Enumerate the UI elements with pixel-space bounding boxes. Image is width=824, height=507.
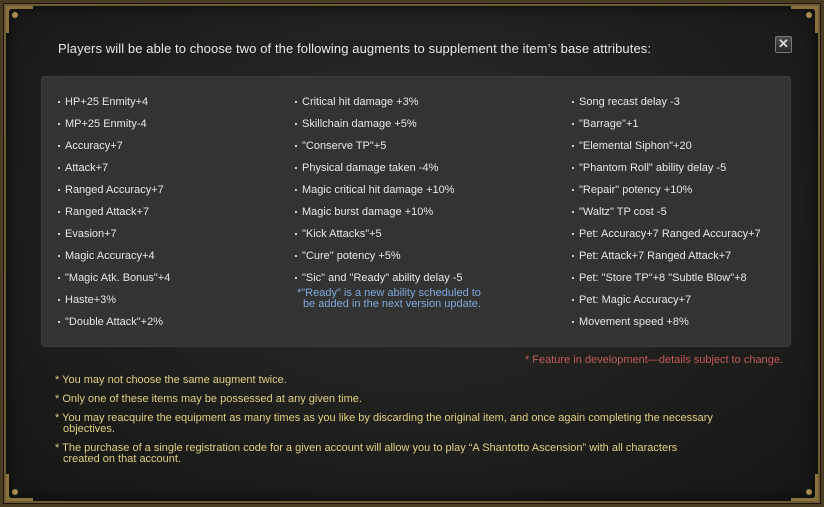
augment-column-2 [293, 94, 481, 310]
footnote-line: * You may reacquire the equipment as many times as you like by discarding the original item, and once again completing the necessary [55, 412, 713, 424]
augment-item: Evasion+7 [56, 226, 170, 248]
augment-item: Physical damage taken -4% [293, 160, 481, 182]
augment-item: Skillchain damage +5% [293, 116, 481, 138]
development-note: * Feature in development—details subject to change. [524, 354, 783, 366]
ready-note-line1: *"Ready" is a new ability scheduled to [297, 287, 481, 299]
augment-item: "Elemental Siphon"+20 [570, 138, 761, 160]
footnotes [55, 375, 785, 473]
augment-item: Attack+7 [56, 160, 170, 182]
augment-item: HP+25 Enmity+4 [56, 94, 170, 116]
augment-item: "Conserve TP"+5 [293, 138, 481, 160]
augment-item: Haste+3% [56, 292, 170, 314]
augment-item: "Waltz" TP cost -5 [570, 204, 761, 226]
augment-item: "Phantom Roll" ability delay -5 [570, 160, 761, 182]
augment-item: Magic critical hit damage +10% [293, 182, 481, 204]
augment-item: Pet: Magic Accuracy+7 [570, 292, 761, 314]
augment-item: "Barrage"+1 [570, 116, 761, 138]
footnote-line: * The purchase of a single registration code for a given account will allow you to play “A Shantotto Ascension” with all characters [55, 442, 678, 454]
augment-item: Movement speed +8% [570, 314, 761, 336]
augment-item: "Kick Attacks"+5 [293, 226, 481, 248]
augment-item: Critical hit damage +3% [293, 94, 481, 116]
augment-item: Ranged Accuracy+7 [56, 182, 170, 204]
augment-item: "Double Attack"+2% [56, 314, 170, 336]
footnote [55, 413, 785, 435]
footnote-line: created on that account. [63, 453, 182, 465]
corner-ornament-icon [3, 3, 37, 37]
augment-item: Pet: Accuracy+7 Ranged Accuracy+7 [570, 226, 761, 248]
augment-item: "Repair" potency +10% [570, 182, 761, 204]
close-button[interactable]: ✕ [775, 36, 792, 53]
augment-item: Pet: Attack+7 Ranged Attack+7 [570, 248, 761, 270]
augment-item: "Magic Atk. Bonus"+4 [56, 270, 170, 292]
augment-item: Accuracy+7 [56, 138, 170, 160]
ready-note-line2: be added in the next version update. [303, 298, 481, 310]
augment-item: Song recast delay -3 [570, 94, 761, 116]
augment-item: "Cure" potency +5% [293, 248, 481, 270]
augment-column-1 [56, 94, 170, 336]
augment-item: Pet: "Store TP"+8 "Subtle Blow"+8 [570, 270, 761, 292]
footnote: * You may not choose the same augment twice. [55, 374, 287, 386]
footnote [55, 443, 785, 465]
augment-item: Magic burst damage +10% [293, 204, 481, 226]
augment-column-3 [570, 94, 761, 336]
corner-ornament-icon [3, 470, 37, 504]
footnote-line: objectives. [63, 423, 115, 435]
augment-item: Ranged Attack+7 [56, 204, 170, 226]
footnote: * Only one of these items may be possessed at any given time. [55, 393, 362, 405]
augment-item: "Sic" and "Ready" ability delay -5 [293, 270, 481, 292]
corner-ornament-icon [787, 3, 821, 37]
augment-item: Magic Accuracy+4 [56, 248, 170, 270]
augment-item: MP+25 Enmity-4 [56, 116, 170, 138]
dialog-header: Players will be able to choose two of the following augments to supplement the item’s base attributes: [58, 41, 652, 56]
augments-panel [41, 76, 791, 347]
corner-ornament-icon [787, 470, 821, 504]
